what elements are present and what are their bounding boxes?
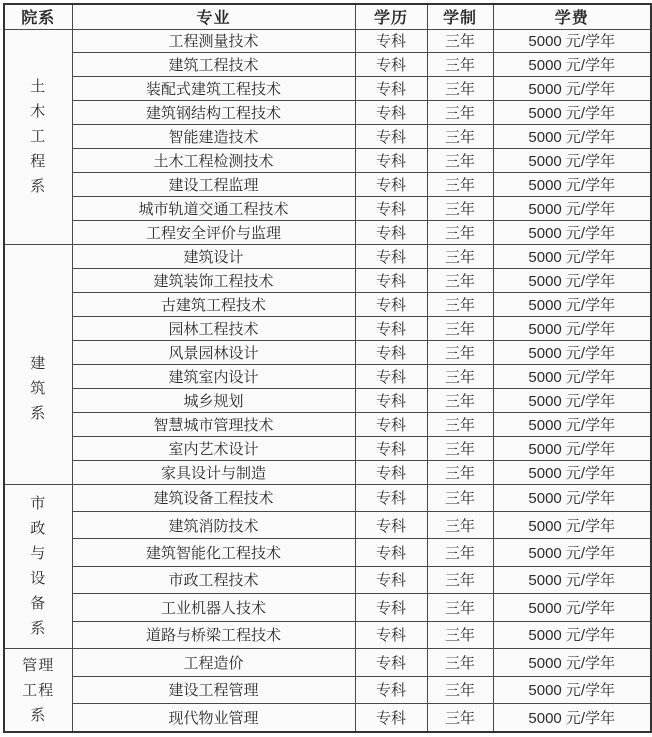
- degree-cell: 专科: [355, 101, 427, 125]
- table-row: [4, 676, 651, 704]
- major-cell: 智能建造技术: [72, 125, 355, 149]
- duration-cell: 三年: [427, 245, 493, 269]
- duration-cell: 三年: [427, 29, 493, 53]
- admissions-table-wrap: [3, 3, 650, 733]
- major-cell: 建筑钢结构工程技术: [72, 101, 355, 125]
- table-row: [4, 649, 651, 677]
- degree-cell: 专科: [355, 388, 427, 412]
- dept-label: 管理 工程 系: [22, 656, 55, 724]
- major-cell: 建筑设备工程技术: [72, 484, 355, 511]
- table-row: [4, 269, 651, 293]
- tuition-cell: 5000 元/学年: [493, 269, 651, 293]
- major-cell: 建设工程监理: [72, 173, 355, 197]
- major-cell: 建筑室内设计: [72, 364, 355, 388]
- duration-cell: 三年: [427, 388, 493, 412]
- table-row: [4, 245, 651, 269]
- dept-cell: [4, 29, 72, 245]
- table-row: [4, 484, 651, 511]
- degree-cell: 专科: [355, 512, 427, 539]
- degree-cell: 专科: [355, 460, 427, 484]
- degree-cell: 专科: [355, 149, 427, 173]
- degree-cell: 专科: [355, 566, 427, 593]
- table-row: [4, 566, 651, 593]
- col-header-duration: 学制: [427, 4, 493, 29]
- tuition-cell: 5000 元/学年: [493, 292, 651, 316]
- degree-cell: 专科: [355, 77, 427, 101]
- degree-cell: 专科: [355, 539, 427, 566]
- table-row: [4, 149, 651, 173]
- duration-cell: 三年: [427, 460, 493, 484]
- tuition-cell: 5000 元/学年: [493, 676, 651, 704]
- tuition-cell: 5000 元/学年: [493, 149, 651, 173]
- tuition-cell: 5000 元/学年: [493, 460, 651, 484]
- tuition-cell: 5000 元/学年: [493, 53, 651, 77]
- dept-cell: [4, 649, 72, 732]
- degree-cell: 专科: [355, 173, 427, 197]
- table-row: [4, 594, 651, 621]
- tuition-cell: 5000 元/学年: [493, 77, 651, 101]
- degree-cell: 专科: [355, 53, 427, 77]
- col-header-major: 专业: [72, 4, 355, 29]
- degree-cell: 专科: [355, 245, 427, 269]
- tuition-cell: 5000 元/学年: [493, 29, 651, 53]
- tuition-cell: 5000 元/学年: [493, 340, 651, 364]
- major-cell: 建筑智能化工程技术: [72, 539, 355, 566]
- degree-cell: 专科: [355, 704, 427, 732]
- major-cell: 建设工程管理: [72, 676, 355, 704]
- major-cell: 现代物业管理: [72, 704, 355, 732]
- major-cell: 建筑消防技术: [72, 512, 355, 539]
- major-cell: 工程测量技术: [72, 29, 355, 53]
- table-row: [4, 316, 651, 340]
- major-cell: 道路与桥梁工程技术: [72, 621, 355, 648]
- degree-cell: 专科: [355, 412, 427, 436]
- tuition-cell: 5000 元/学年: [493, 412, 651, 436]
- table-row: [4, 539, 651, 566]
- major-cell: 城乡规划: [72, 388, 355, 412]
- tuition-cell: 5000 元/学年: [493, 101, 651, 125]
- dept-cell: [4, 245, 72, 485]
- degree-cell: 专科: [355, 316, 427, 340]
- tuition-cell: 5000 元/学年: [493, 539, 651, 566]
- duration-cell: 三年: [427, 77, 493, 101]
- major-cell: 工业机器人技术: [72, 594, 355, 621]
- duration-cell: 三年: [427, 704, 493, 732]
- major-cell: 建筑工程技术: [72, 53, 355, 77]
- header-row: [4, 4, 651, 29]
- tuition-cell: 5000 元/学年: [493, 649, 651, 677]
- duration-cell: 三年: [427, 125, 493, 149]
- duration-cell: 三年: [427, 292, 493, 316]
- tuition-cell: 5000 元/学年: [493, 364, 651, 388]
- degree-cell: 专科: [355, 29, 427, 53]
- duration-cell: 三年: [427, 221, 493, 245]
- tuition-cell: 5000 元/学年: [493, 484, 651, 511]
- major-cell: 建筑设计: [72, 245, 355, 269]
- major-cell: 工程安全评价与监理: [72, 221, 355, 245]
- duration-cell: 三年: [427, 512, 493, 539]
- admissions-table: [3, 3, 652, 733]
- table-row: [4, 221, 651, 245]
- duration-cell: 三年: [427, 269, 493, 293]
- tuition-cell: 5000 元/学年: [493, 566, 651, 593]
- table-row: [4, 197, 651, 221]
- tuition-cell: 5000 元/学年: [493, 125, 651, 149]
- table-row: [4, 53, 651, 77]
- major-cell: 家具设计与制造: [72, 460, 355, 484]
- table-row: [4, 364, 651, 388]
- table-row: [4, 704, 651, 732]
- degree-cell: 专科: [355, 621, 427, 648]
- table-row: [4, 460, 651, 484]
- tuition-cell: 5000 元/学年: [493, 388, 651, 412]
- degree-cell: 专科: [355, 594, 427, 621]
- duration-cell: 三年: [427, 173, 493, 197]
- table-row: [4, 412, 651, 436]
- major-cell: 古建筑工程技术: [72, 292, 355, 316]
- degree-cell: 专科: [355, 436, 427, 460]
- tuition-cell: 5000 元/学年: [493, 245, 651, 269]
- degree-cell: 专科: [355, 292, 427, 316]
- tuition-cell: 5000 元/学年: [493, 197, 651, 221]
- tuition-cell: 5000 元/学年: [493, 512, 651, 539]
- major-cell: 土木工程检测技术: [72, 149, 355, 173]
- col-header-tuition: 学费: [493, 4, 651, 29]
- degree-cell: 专科: [355, 340, 427, 364]
- duration-cell: 三年: [427, 53, 493, 77]
- dept-label: 土 木 工 程 系: [30, 78, 47, 196]
- major-cell: 智慧城市管理技术: [72, 412, 355, 436]
- table-body: [4, 29, 651, 732]
- major-cell: 装配式建筑工程技术: [72, 77, 355, 101]
- dept-label: 市 政 与 设 备 系: [30, 495, 47, 638]
- major-cell: 风景园林设计: [72, 340, 355, 364]
- table-row: [4, 436, 651, 460]
- tuition-cell: 5000 元/学年: [493, 436, 651, 460]
- degree-cell: 专科: [355, 649, 427, 677]
- duration-cell: 三年: [427, 649, 493, 677]
- degree-cell: 专科: [355, 197, 427, 221]
- degree-cell: 专科: [355, 125, 427, 149]
- duration-cell: 三年: [427, 364, 493, 388]
- major-cell: 园林工程技术: [72, 316, 355, 340]
- duration-cell: 三年: [427, 566, 493, 593]
- major-cell: 市政工程技术: [72, 566, 355, 593]
- duration-cell: 三年: [427, 340, 493, 364]
- table-row: [4, 29, 651, 53]
- major-cell: 工程造价: [72, 649, 355, 677]
- major-cell: 室内艺术设计: [72, 436, 355, 460]
- table-row: [4, 340, 651, 364]
- degree-cell: 专科: [355, 484, 427, 511]
- duration-cell: 三年: [427, 316, 493, 340]
- table-row: [4, 512, 651, 539]
- col-header-degree: 学历: [355, 4, 427, 29]
- table-row: [4, 101, 651, 125]
- tuition-cell: 5000 元/学年: [493, 621, 651, 648]
- tuition-cell: 5000 元/学年: [493, 221, 651, 245]
- dept-label: 建 筑 系: [30, 354, 47, 422]
- tuition-cell: 5000 元/学年: [493, 173, 651, 197]
- duration-cell: 三年: [427, 594, 493, 621]
- tuition-cell: 5000 元/学年: [493, 594, 651, 621]
- duration-cell: 三年: [427, 197, 493, 221]
- tuition-cell: 5000 元/学年: [493, 316, 651, 340]
- degree-cell: 专科: [355, 221, 427, 245]
- duration-cell: 三年: [427, 621, 493, 648]
- degree-cell: 专科: [355, 676, 427, 704]
- table-row: [4, 388, 651, 412]
- table-row: [4, 621, 651, 648]
- table-row: [4, 292, 651, 316]
- dept-cell: [4, 484, 72, 648]
- table-row: [4, 77, 651, 101]
- degree-cell: 专科: [355, 269, 427, 293]
- degree-cell: 专科: [355, 364, 427, 388]
- duration-cell: 三年: [427, 436, 493, 460]
- col-header-dept: 院系: [4, 4, 72, 29]
- major-cell: 建筑装饰工程技术: [72, 269, 355, 293]
- duration-cell: 三年: [427, 101, 493, 125]
- table-row: [4, 125, 651, 149]
- major-cell: 城市轨道交通工程技术: [72, 197, 355, 221]
- duration-cell: 三年: [427, 149, 493, 173]
- duration-cell: 三年: [427, 412, 493, 436]
- duration-cell: 三年: [427, 676, 493, 704]
- table-row: [4, 173, 651, 197]
- duration-cell: 三年: [427, 484, 493, 511]
- tuition-cell: 5000 元/学年: [493, 704, 651, 732]
- duration-cell: 三年: [427, 539, 493, 566]
